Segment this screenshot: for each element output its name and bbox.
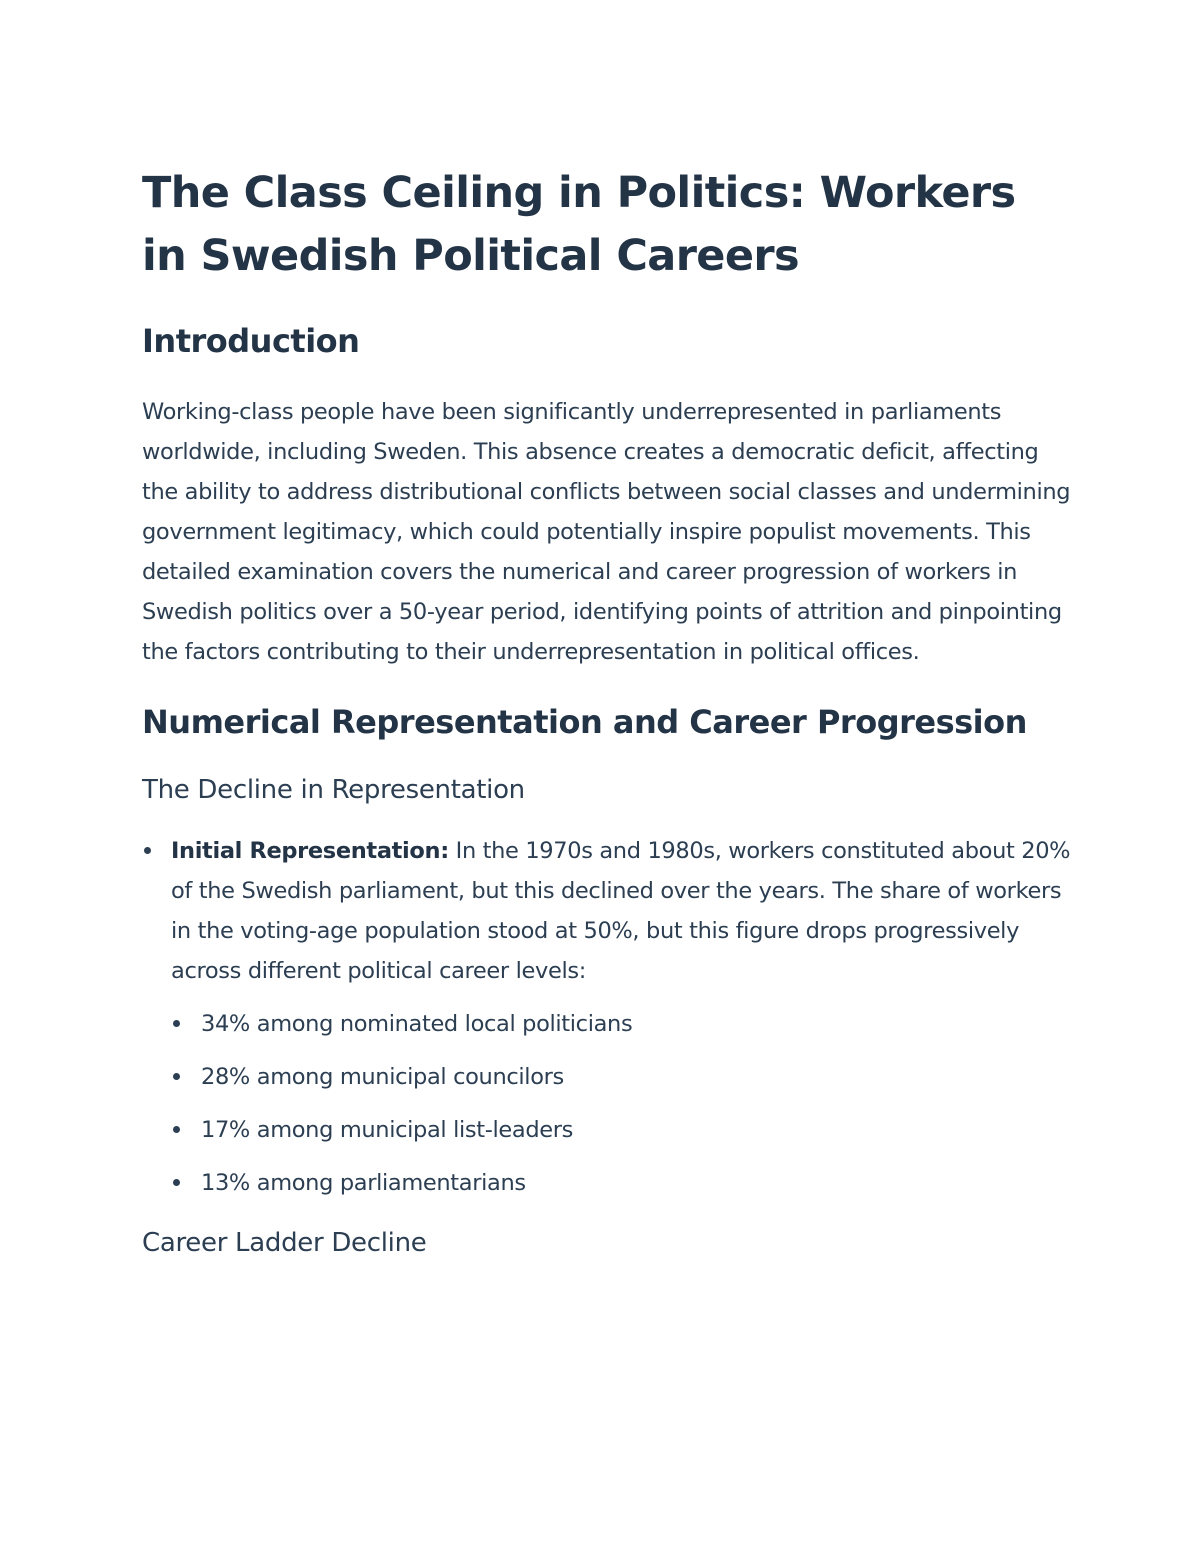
initial-representation-text: In the 1970s and 1980s, workers constituted about 20% of the Swedish parliament, but this declined over the years. The share of workers in the voting-age population stood at 50%, but this figure drops progressively across different political career levels: bbox=[171, 838, 1071, 984]
initial-representation-label: Initial Representation: bbox=[171, 838, 449, 864]
document-title: The Class Ceiling in Politics: Workers in Swedish Political Careers bbox=[142, 168, 1016, 281]
decline-bullet-list bbox=[142, 831, 1072, 1203]
numerical-representation-heading: Numerical Representation and Career Progression bbox=[142, 703, 1027, 741]
document-page bbox=[142, 162, 1072, 1261]
list-item bbox=[171, 1163, 1072, 1203]
bullet-icon bbox=[173, 1020, 180, 1027]
bullet-icon bbox=[173, 1126, 180, 1133]
bullet-icon bbox=[173, 1073, 180, 1080]
bullet-icon bbox=[144, 847, 151, 854]
initial-representation-item bbox=[142, 831, 1072, 1203]
list-item bbox=[171, 1110, 1072, 1150]
career-level-text: 34% among nominated local politicians bbox=[201, 1011, 633, 1037]
bullet-icon bbox=[173, 1179, 180, 1186]
career-level-list bbox=[171, 1004, 1072, 1203]
career-ladder-subheading: Career Ladder Decline bbox=[142, 1228, 427, 1258]
list-item bbox=[171, 1004, 1072, 1044]
list-item bbox=[171, 1057, 1072, 1097]
career-level-text: 28% among municipal councilors bbox=[201, 1064, 564, 1090]
career-level-text: 13% among parliamentarians bbox=[201, 1170, 526, 1196]
decline-subheading: The Decline in Representation bbox=[142, 775, 525, 805]
career-level-text: 17% among municipal list-leaders bbox=[201, 1117, 574, 1143]
introduction-heading: Introduction bbox=[142, 322, 360, 360]
introduction-paragraph: Working-class people have been significantly underrepresented in parliaments worldwide, including Sweden. This absence creates a democratic deficit, affecting the ability to address distributional conflicts between social classes and undermining government legitimacy, which could potentially inspire populist movements. This detailed examination covers the numerical and career progression of workers in Swedish politics over a 50-year period, identifying points of attrition and pinpointing the factors contributing to their underrepresentation in political offices. bbox=[142, 399, 1071, 665]
